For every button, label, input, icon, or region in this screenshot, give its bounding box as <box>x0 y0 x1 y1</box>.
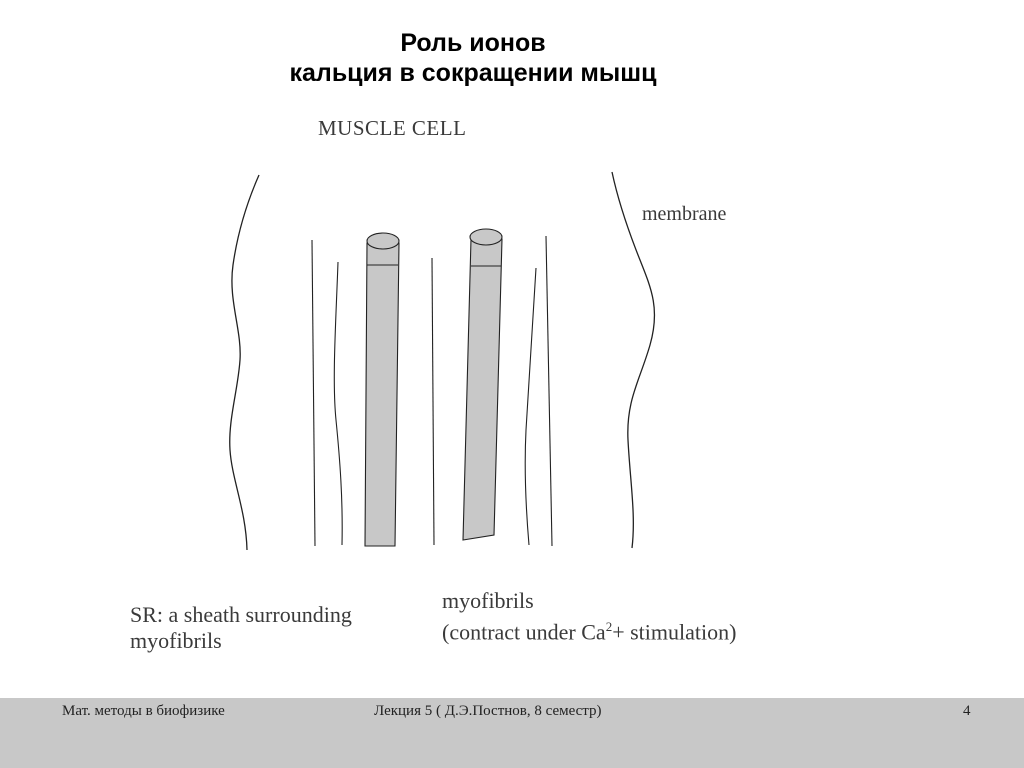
sr-label-line-2: myofibrils <box>130 628 222 653</box>
sr-label-line-1: SR: a sheath surrounding <box>130 602 352 627</box>
membrane-left <box>230 175 259 550</box>
footer-bar <box>0 698 1024 768</box>
membrane-label: membrane <box>642 203 727 225</box>
title-line-1: Роль ионов <box>400 29 546 57</box>
muscle-cell-label: MUSCLE CELL <box>318 116 467 140</box>
membrane-right <box>612 172 655 548</box>
sr-line <box>525 268 536 545</box>
footer-course: Мат. методы в биофизике <box>62 703 225 719</box>
sr-line <box>432 258 434 545</box>
myofibrils-label-line-2 <box>442 614 736 645</box>
footer-lecture: Лекция 5 ( Д.Э.Постнов, 8 семестр) <box>374 703 602 719</box>
myofibril-left <box>365 233 399 546</box>
title-line-2: кальция в сокращении мышц <box>289 59 657 87</box>
myofibrils-label <box>442 588 736 645</box>
ca-superscript: 2 <box>605 619 613 634</box>
page-number: 4 <box>963 703 971 719</box>
myofibrils-label-pre: (contract under Ca <box>442 619 606 645</box>
myofibrils-label-post: + stimulation) <box>612 619 737 645</box>
sr-label <box>130 602 352 654</box>
sr-line <box>546 236 552 546</box>
myofibrils-label-line-1: myofibrils <box>442 588 534 613</box>
sr-line <box>334 262 342 545</box>
myofibril-right <box>463 229 502 540</box>
sr-line <box>312 240 315 546</box>
